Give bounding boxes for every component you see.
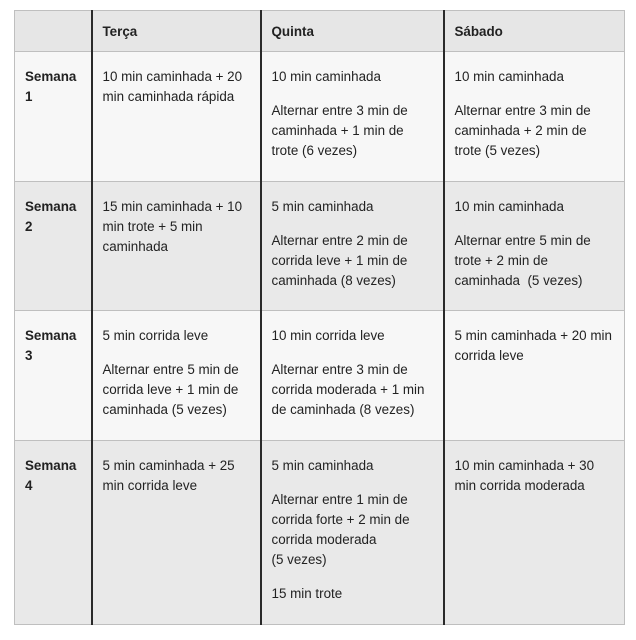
cell-sabado (444, 441, 625, 625)
cell-text: Alternar entre 5 min de trote + 2 min de caminhada (5 vezes) (454, 233, 595, 288)
cell-text: Alternar entre 2 min de corrida leve + 1 min de caminhada (8 vezes) (271, 233, 408, 288)
cell-terca (92, 441, 261, 625)
cell-quinta (261, 441, 444, 625)
cell-text: Alternar entre 5 min de corrida leve + 1 min de caminhada (5 vezes) (102, 362, 239, 417)
cell-text: 5 min caminhada + 20 min corrida leve (454, 328, 612, 363)
cell-text: Alternar entre 3 min de caminhada + 2 min de trote (5 vezes) (454, 103, 591, 158)
header-quinta: Quinta (261, 11, 444, 52)
cell-terca (92, 52, 261, 182)
cell-sabado (444, 182, 625, 311)
cell-text: Alternar entre 3 min de caminhada + 1 min de trote (6 vezes) (271, 103, 408, 158)
week-label-text: Semana 1 (25, 69, 77, 104)
week-label (15, 182, 92, 311)
header-sabado: Sábado (444, 11, 625, 52)
header-corner (15, 11, 92, 52)
cell-text: 10 min caminhada (271, 69, 381, 84)
cell-text: 10 min caminhada (454, 69, 564, 84)
cell-quinta (261, 182, 444, 311)
cell-text: 5 min caminhada (271, 199, 374, 214)
table-row (15, 441, 625, 625)
cell-text: 15 min trote (271, 586, 343, 601)
cell-text: Alternar entre 1 min de corrida forte + 2 min de corrida moderada (271, 492, 410, 547)
cell-text: 10 min caminhada (454, 199, 564, 214)
week-label (15, 52, 92, 182)
cell-text: 10 min corrida leve (271, 328, 385, 343)
week-label-text: Semana 4 (25, 458, 77, 493)
week-label (15, 441, 92, 625)
cell-text: 15 min caminhada + 10 min trote + 5 min caminhada (102, 199, 243, 254)
week-label-text: Semana 3 (25, 328, 77, 363)
week-label-text: Semana 2 (25, 199, 77, 234)
cell-text: 5 min corrida leve (102, 328, 209, 343)
cell-terca (92, 182, 261, 311)
cell-text: 5 min caminhada (271, 458, 374, 473)
cell-text: Alternar entre 3 min de corrida moderada + 1 min de caminhada (8 vezes) (271, 362, 425, 417)
header-terca: Terça (92, 11, 261, 52)
cell-quinta (261, 52, 444, 182)
cell-quinta (261, 311, 444, 441)
cell-text: (5 vezes) (271, 552, 327, 567)
week-label (15, 311, 92, 441)
cell-terca (92, 311, 261, 441)
cell-text: 10 min caminhada + 30 min corrida moderada (454, 458, 595, 493)
cell-text: 5 min caminhada + 25 min corrida leve (102, 458, 235, 493)
cell-sabado (444, 311, 625, 441)
cell-text: 10 min caminhada + 20 min caminhada rápida (102, 69, 243, 104)
training-schedule-table (14, 10, 625, 625)
table-row (15, 311, 625, 441)
table-row (15, 52, 625, 182)
cell-sabado (444, 52, 625, 182)
header-row (15, 11, 625, 52)
table-row (15, 182, 625, 311)
